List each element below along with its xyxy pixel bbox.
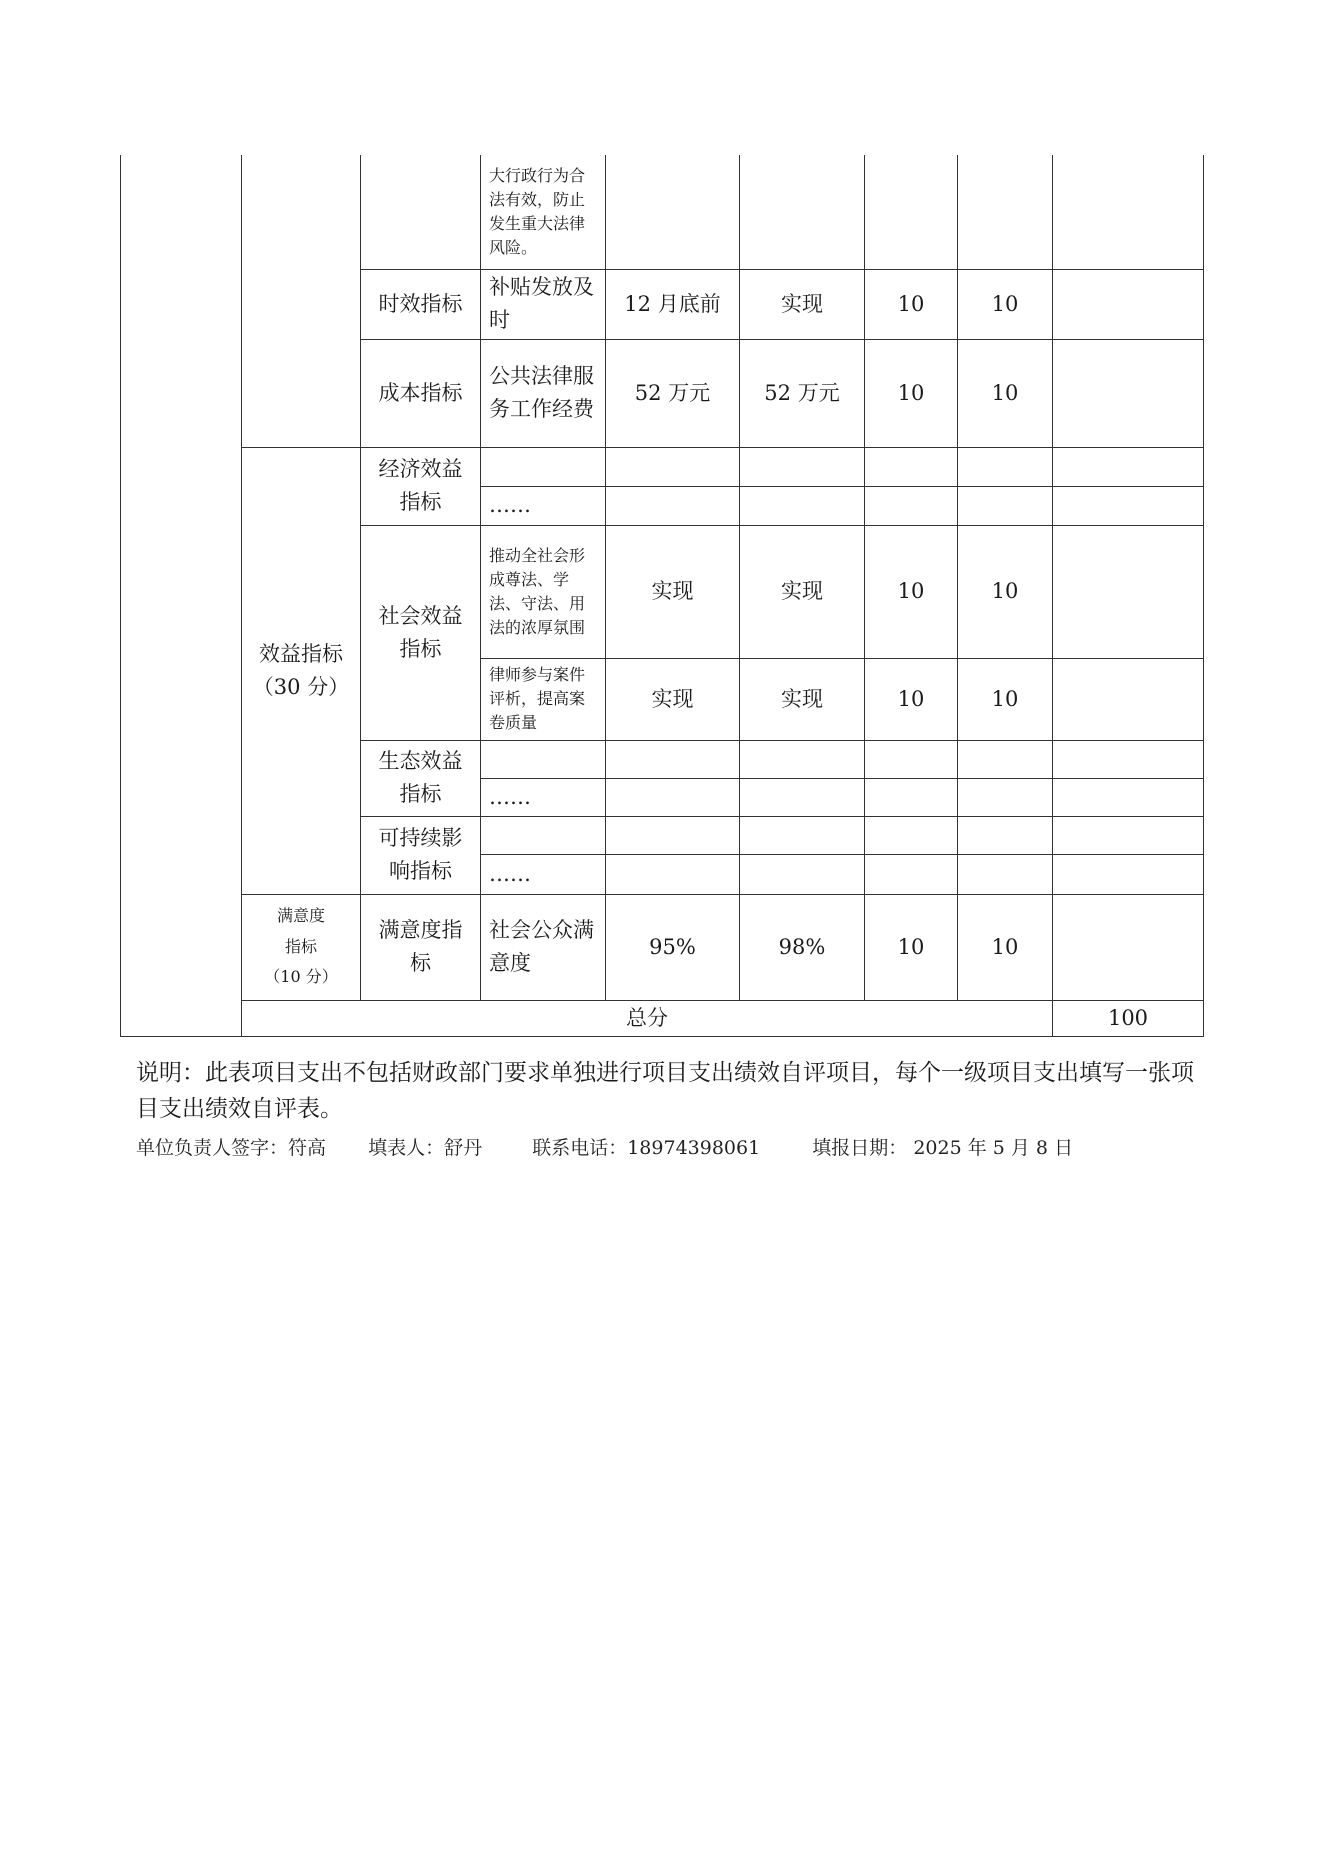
- satisfaction-group-line-3: （10 分）: [264, 967, 338, 987]
- satisfaction-remark: [1053, 894, 1204, 1000]
- social-weight-2: 10: [865, 658, 958, 740]
- sustainable-score-1: [958, 816, 1053, 854]
- sustainable-placeholder: ……: [481, 854, 606, 894]
- ecological-weight-2: [865, 778, 958, 816]
- economic-weight-2: [865, 486, 958, 525]
- satisfaction-group-line-2: 指标: [284, 936, 317, 956]
- timeliness-remark: [1053, 269, 1204, 339]
- performance-self-evaluation-table: [120, 155, 1204, 1037]
- ecological-actual-1: [740, 740, 865, 778]
- report-date: 填报日期： 2025 年 5 月 8 日: [812, 1137, 1074, 1159]
- social-category: 社会效益指标: [361, 525, 481, 740]
- ecological-indicator-1: [481, 740, 606, 778]
- cost-score: 10: [958, 339, 1053, 447]
- social-actual-1: 实现: [740, 525, 865, 658]
- economic-score-2: [958, 486, 1053, 525]
- economic-indicator-1: [481, 447, 606, 486]
- sustainable-actual-2: [740, 854, 865, 894]
- ecological-target-2: [606, 778, 740, 816]
- timeliness-score: 10: [958, 269, 1053, 339]
- social-score-1: 10: [958, 525, 1053, 658]
- social-indicator-1: 推动全社会形成尊法、学法、守法、用法的浓厚氛围: [481, 525, 606, 658]
- ecological-placeholder: ……: [481, 778, 606, 816]
- total-label: 总分: [242, 1000, 1053, 1036]
- sustainable-target-1: [606, 816, 740, 854]
- ecological-score-2: [958, 778, 1053, 816]
- satisfaction-group-line-1: 满意度: [276, 906, 325, 926]
- outer-category-cell: [121, 155, 242, 1036]
- total-value: 100: [1053, 1000, 1204, 1036]
- social-indicator-2: 律师参与案件评析，提高案卷质量: [481, 658, 606, 740]
- legal-indicator-cell: 大行政行为合法有效，防止发生重大法律风险。: [481, 155, 606, 269]
- legal-score-cell: [958, 155, 1053, 269]
- sustainable-indicator-1: [481, 816, 606, 854]
- timeliness-target: 12 月底前: [606, 269, 740, 339]
- timeliness-indicator: 补贴发放及时: [481, 269, 606, 339]
- output-group-cell: [242, 155, 361, 447]
- satisfaction-target: 95%: [606, 894, 740, 1000]
- satisfaction-actual: 98%: [740, 894, 865, 1000]
- leader-signature: 单位负责人签字：符高: [136, 1137, 327, 1159]
- social-remark-2: [1053, 658, 1204, 740]
- cost-remark: [1053, 339, 1204, 447]
- social-remark-1: [1053, 525, 1204, 658]
- legal-actual-cell: [740, 155, 865, 269]
- ecological-actual-2: [740, 778, 865, 816]
- economic-target-1: [606, 447, 740, 486]
- economic-target-2: [606, 486, 740, 525]
- satisfaction-group-label: [242, 894, 361, 1000]
- satisfaction-score: 10: [958, 894, 1053, 1000]
- economic-remark-2: [1053, 486, 1204, 525]
- sustainable-remark-2: [1053, 854, 1204, 894]
- ecological-weight-1: [865, 740, 958, 778]
- sustainable-actual-1: [740, 816, 865, 854]
- social-target-2: 实现: [606, 658, 740, 740]
- cost-actual: 52 万元: [740, 339, 865, 447]
- timeliness-actual: 实现: [740, 269, 865, 339]
- economic-remark-1: [1053, 447, 1204, 486]
- sustainable-weight-1: [865, 816, 958, 854]
- legal-target-cell: [606, 155, 740, 269]
- social-actual-2: 实现: [740, 658, 865, 740]
- explanatory-note: 说明：此表项目支出不包括财政部门要求单独进行项目支出绩效自评项目，每个一级项目支出填写一张项目支出绩效自评表。: [136, 1060, 1194, 1122]
- cost-category: 成本指标: [361, 339, 481, 447]
- social-score-2: 10: [958, 658, 1053, 740]
- economic-placeholder: ……: [481, 486, 606, 525]
- sustainable-target-2: [606, 854, 740, 894]
- filler-name: 填表人：舒丹: [368, 1137, 483, 1159]
- signature-line: [136, 1133, 1073, 1160]
- satisfaction-category: 满意度指标: [361, 894, 481, 1000]
- ecological-score-1: [958, 740, 1053, 778]
- sustainable-category: 可持续影响指标: [361, 816, 481, 894]
- economic-score-1: [958, 447, 1053, 486]
- timeliness-category: 时效指标: [361, 269, 481, 339]
- legal-weight-cell: [865, 155, 958, 269]
- ecological-category: 生态效益指标: [361, 740, 481, 816]
- timeliness-weight: 10: [865, 269, 958, 339]
- ecological-remark-1: [1053, 740, 1204, 778]
- sustainable-remark-1: [1053, 816, 1204, 854]
- sustainable-weight-2: [865, 854, 958, 894]
- ecological-remark-2: [1053, 778, 1204, 816]
- quality-category-cell: [361, 155, 481, 269]
- cost-weight: 10: [865, 339, 958, 447]
- economic-actual-1: [740, 447, 865, 486]
- ecological-target-1: [606, 740, 740, 778]
- cost-target: 52 万元: [606, 339, 740, 447]
- legal-remark-cell: [1053, 155, 1204, 269]
- benefit-group-label: 效益指标（30 分）: [242, 447, 361, 894]
- social-target-1: 实现: [606, 525, 740, 658]
- contact-phone: 联系电话：18974398061: [532, 1137, 761, 1159]
- satisfaction-weight: 10: [865, 894, 958, 1000]
- sustainable-score-2: [958, 854, 1053, 894]
- economic-weight-1: [865, 447, 958, 486]
- cost-indicator: 公共法律服务工作经费: [481, 339, 606, 447]
- economic-actual-2: [740, 486, 865, 525]
- satisfaction-indicator: 社会公众满意度: [481, 894, 606, 1000]
- economic-category: 经济效益指标: [361, 447, 481, 525]
- social-weight-1: 10: [865, 525, 958, 658]
